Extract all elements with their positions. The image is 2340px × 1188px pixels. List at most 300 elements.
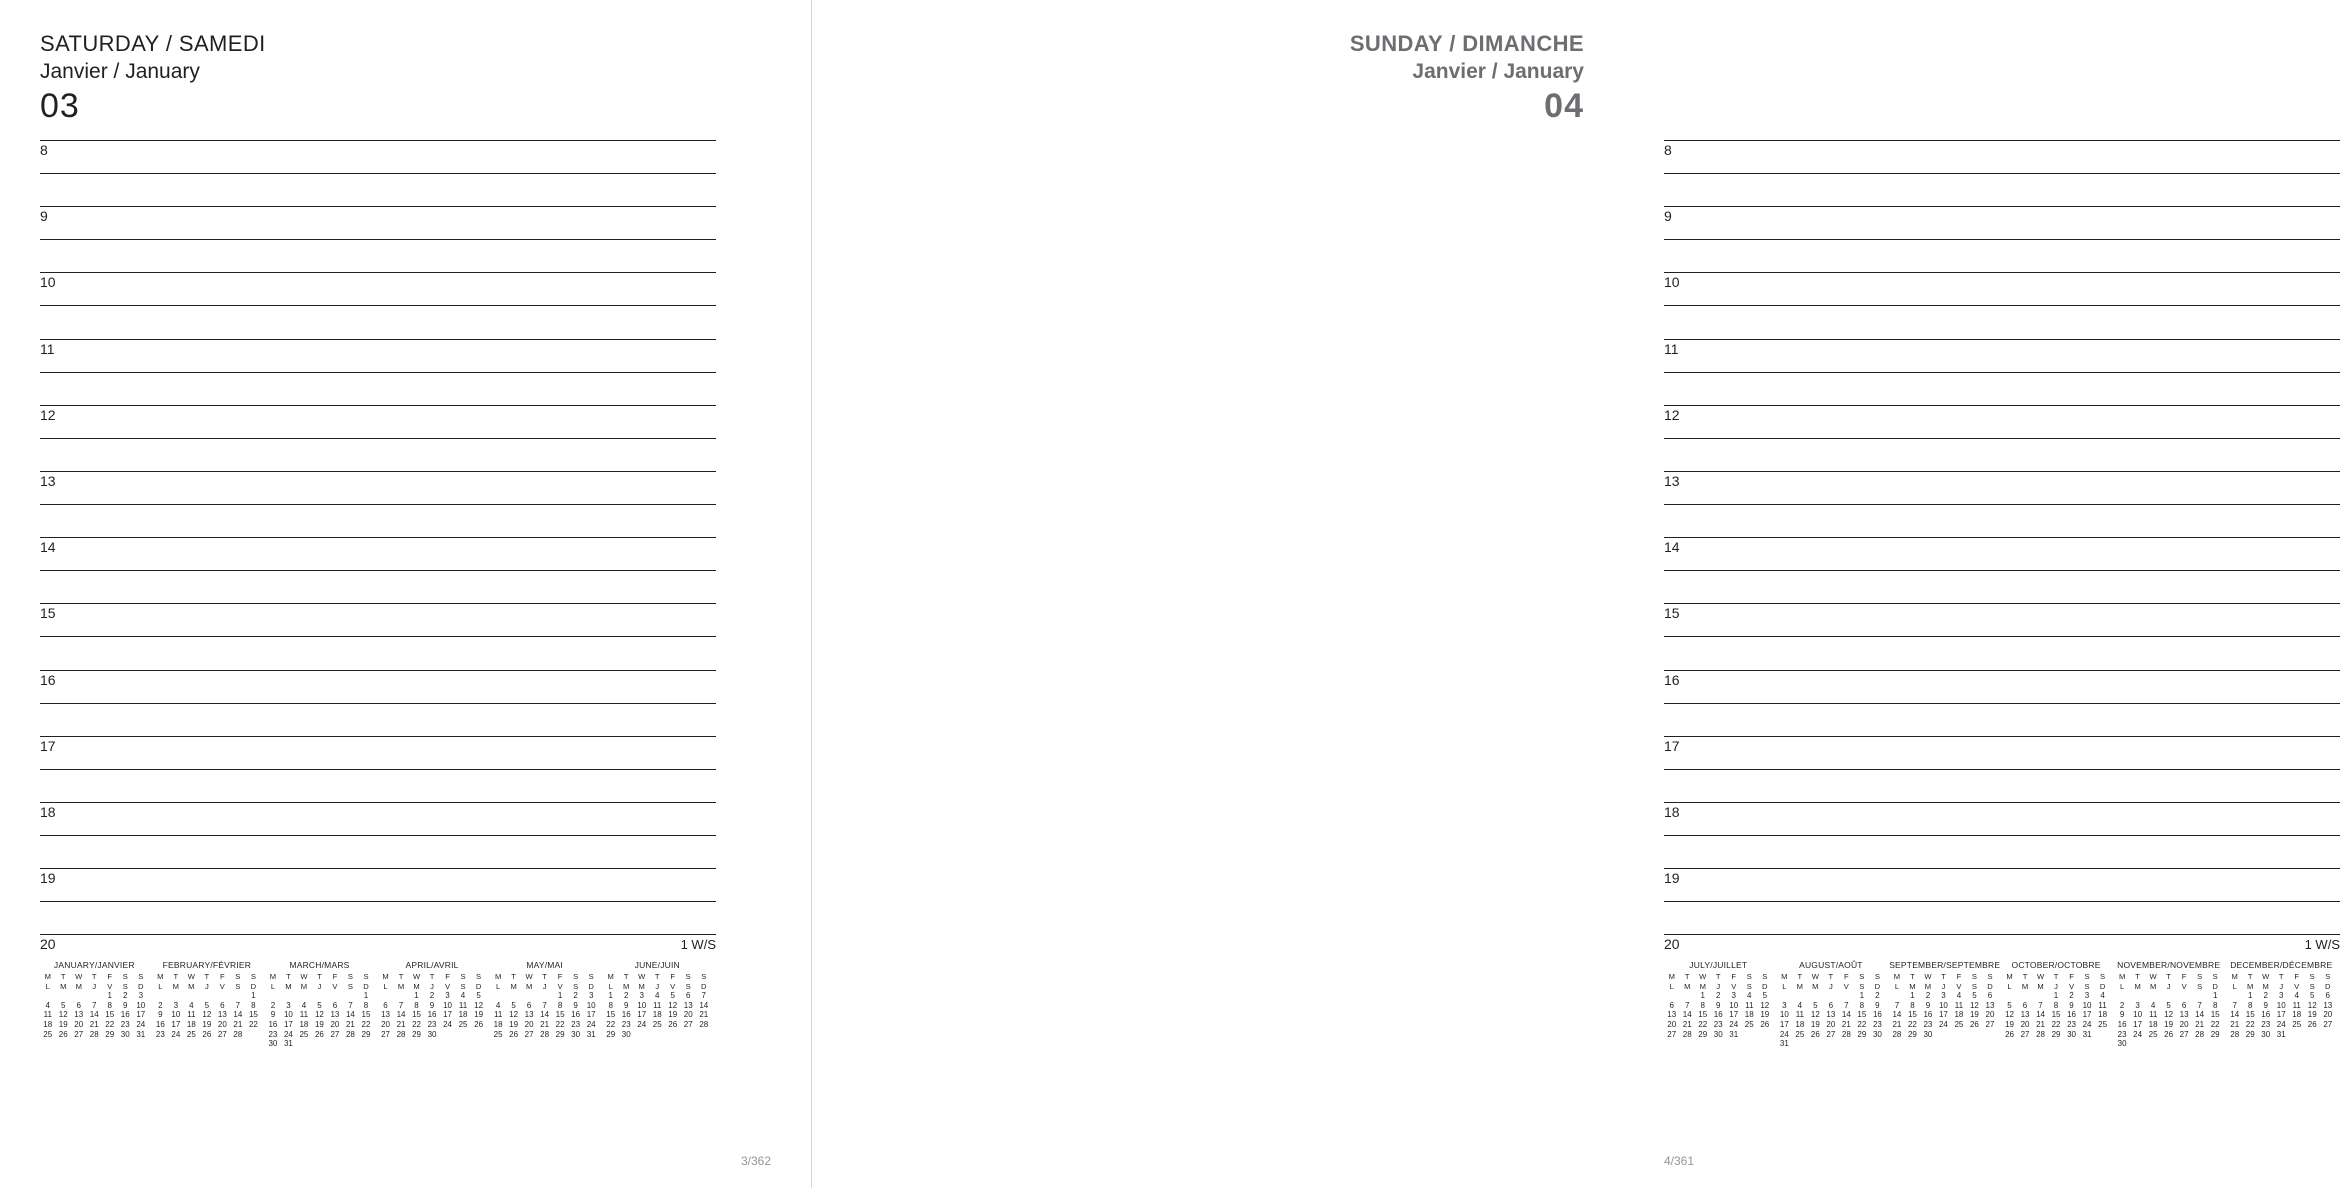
mini-calendar-day [2114, 991, 2130, 1001]
mini-calendar [40, 960, 153, 1049]
hour-rule [40, 206, 716, 207]
hour-block[interactable] [1664, 272, 2340, 338]
mini-calendar-title: OCTOBER/OCTOBRE [2011, 960, 2101, 970]
mini-calendar [2227, 960, 2340, 1049]
mini-calendar-day: 14 [540, 1010, 550, 1020]
mini-calendar-day: 25 [1795, 1029, 1805, 1039]
mini-calendar-day: 14 [2230, 1010, 2240, 1020]
mini-calendar-title: SEPTEMBER/SEPTEMBRE [1889, 960, 2001, 970]
mini-calendar-day: 29 [1857, 1029, 1867, 1039]
mini-calendar-day: 30 [120, 1029, 130, 1039]
weekday-header-cell: T [60, 972, 66, 982]
mini-calendar-day: 14 [1841, 1010, 1851, 1020]
mini-calendar-day: 16 [571, 1010, 581, 1020]
hour-rule [40, 405, 716, 406]
mini-calendar-day: 2 [158, 1000, 163, 1010]
weekday-header-row [490, 982, 599, 992]
half-hour-rule [1664, 703, 2340, 704]
hour-label: 10 [1664, 274, 1684, 290]
hour-block[interactable] [40, 736, 716, 802]
weekday-header-cell: F [1956, 972, 1962, 982]
mini-calendar-day: 20 [683, 1010, 693, 1020]
mini-calendar-day: 7 [2197, 1000, 2202, 1010]
mini-calendar-week-row [603, 1001, 712, 1011]
mini-calendar-day: 17 [586, 1010, 596, 1020]
mini-calendar-day: 4 [2294, 991, 2299, 1001]
hour-label: 11 [40, 341, 59, 357]
mini-calendar-day: 30 [268, 1039, 278, 1049]
mini-calendar-day: 20 [330, 1020, 340, 1030]
mini-calendar-day: 4 [1956, 991, 1962, 1001]
mini-calendar-day: 1 [1859, 991, 1865, 1001]
mini-calendar-day [1664, 991, 1680, 1001]
mini-calendar-day: 5 [1762, 991, 1768, 1001]
mini-calendar-day: 12 [314, 1010, 324, 1020]
hour-grid-right[interactable] [1664, 140, 2340, 964]
mini-calendar-day: 9 [123, 1000, 128, 1010]
weekday-header-row [153, 972, 262, 982]
weekday-header-cell: M [285, 981, 292, 991]
mini-calendar-day [2192, 991, 2208, 1001]
mini-calendar-day: 21 [2230, 1020, 2240, 1030]
half-hour-rule [1664, 239, 2340, 240]
weekday-header-cell: T [2022, 972, 2028, 982]
mini-calendar-day: 1 [2247, 991, 2253, 1001]
mini-calendar-day: 12 [2005, 1010, 2014, 1020]
mini-calendar-day: 29 [1698, 1029, 1708, 1039]
mini-calendar-day [1742, 1030, 1758, 1040]
mini-calendar-week-row [2002, 991, 2111, 1001]
hour-block[interactable] [1664, 405, 2340, 471]
mini-calendar-day: 28 [2036, 1029, 2045, 1039]
mini-calendar-day: 31 [283, 1039, 293, 1049]
mini-calendar-week-row [40, 1020, 149, 1030]
mini-calendar-day: 16 [2117, 1020, 2127, 1030]
mini-calendar-day: 17 [443, 1010, 452, 1020]
hour-rule [1664, 272, 2340, 273]
mini-calendar-day: 13 [74, 1010, 84, 1020]
hour-block[interactable] [40, 471, 716, 537]
mini-calendar-day: 21 [396, 1020, 406, 1030]
mini-calendar-day: 29 [1907, 1029, 1917, 1039]
mini-calendar-day: 16 [1713, 1010, 1723, 1020]
mini-calendar-day: 11 [299, 1010, 309, 1020]
weekday-header-row [1777, 982, 1886, 992]
day-name: SATURDAY / SAMEDI [40, 31, 266, 56]
weekday-header-cell: D [138, 981, 144, 991]
hour-block[interactable] [1664, 471, 2340, 537]
mini-calendar-day [1808, 1039, 1824, 1049]
mini-calendar-day: 19 [668, 1010, 678, 1020]
weekday-header-cell: J [317, 981, 322, 991]
hour-label: 11 [1664, 341, 1683, 357]
mini-calendar-day [153, 991, 169, 1001]
mini-calendar-day: 2 [573, 991, 578, 1001]
mini-calendar-day [537, 991, 553, 1001]
mini-calendar-day [1680, 991, 1696, 1001]
mini-calendar-day: 5 [2007, 1000, 2012, 1010]
mini-calendar-day [2161, 1039, 2177, 1049]
mini-calendar-day: 24 [443, 1020, 452, 1030]
mini-calendar-day [246, 1030, 262, 1040]
mini-calendar-day: 1 [2212, 991, 2218, 1001]
hour-block[interactable] [1664, 206, 2340, 272]
weekday-header-cell: S [588, 972, 594, 982]
mini-calendar-day: 17 [2082, 1010, 2092, 1020]
mini-calendar-day: 12 [474, 1000, 484, 1010]
mini-calendar-day: 4 [2100, 991, 2105, 1001]
hour-rule [1664, 868, 2340, 869]
mini-calendar-day [1792, 991, 1808, 1001]
mini-calendar-day: 20 [2179, 1020, 2189, 1030]
hour-block[interactable] [1664, 339, 2340, 405]
mini-calendar-day: 13 [330, 1010, 340, 1020]
mini-calendar-day: 18 [1744, 1010, 1754, 1020]
mini-calendar-day: 29 [2245, 1029, 2255, 1039]
mini-calendar-day: 11 [653, 1000, 662, 1010]
mini-calendar-day: 2 [2119, 1000, 2125, 1010]
mini-calendar-day: 15 [1907, 1010, 1917, 1020]
mini-calendar-day: 19 [58, 1020, 68, 1030]
mini-calendar-day: 16 [2261, 1010, 2271, 1020]
mini-calendar-day: 18 [2292, 1010, 2302, 1020]
mini-calendar-day: 3 [445, 991, 450, 1001]
weekday-header-cell: J [1716, 981, 1721, 991]
mini-calendar-day: 2 [2263, 991, 2268, 1001]
mini-calendar-day: 5 [61, 1000, 66, 1010]
weekday-header-cell: J [2054, 981, 2058, 991]
mini-calendar-day: 30 [427, 1029, 437, 1039]
weekday-header-cell: V [444, 981, 451, 991]
mini-calendar-day: 1 [251, 991, 256, 1001]
mini-calendar-day [649, 1030, 665, 1040]
mini-calendar-week-row [2114, 1039, 2223, 1049]
mini-calendar-day [2161, 991, 2177, 1001]
mini-calendar-day: 10 [283, 1010, 293, 1020]
hour-label: 13 [1664, 473, 1684, 489]
mini-calendar-day: 2 [1925, 991, 1931, 1001]
hour-block[interactable] [40, 603, 716, 669]
mini-calendar-day: 17 [2133, 1020, 2143, 1030]
mini-calendar-day: 18 [43, 1020, 53, 1030]
hour-rule [1664, 934, 2340, 935]
mini-calendar-day: 19 [2005, 1020, 2014, 1030]
mini-calendar [1777, 960, 1890, 1049]
mini-calendar-day: 4 [189, 1000, 194, 1010]
mini-calendar-day: 24 [136, 1020, 146, 1030]
hour-block[interactable] [40, 670, 716, 736]
page-right [812, 0, 2340, 1188]
mini-calendar-day [358, 1039, 374, 1049]
hour-block[interactable] [1664, 868, 2340, 934]
mini-calendar-day: 28 [1892, 1029, 1902, 1039]
mini-calendar-day: 9 [573, 1000, 578, 1010]
half-hour-rule [1664, 504, 2340, 505]
day-name: SUNDAY / DIMANCHE [1349, 31, 1584, 56]
weekday-header-cell: M [2231, 972, 2238, 982]
half-hour-rule [40, 703, 716, 704]
mini-calendar-day: 28 [1841, 1029, 1851, 1039]
hour-block[interactable] [1664, 670, 2340, 736]
mini-calendar-week-row [2002, 1030, 2111, 1040]
hour-block[interactable] [1664, 802, 2340, 868]
weekday-header-cell: L [270, 981, 276, 991]
mini-calendar-day: 19 [509, 1020, 519, 1030]
weekday-header-cell: M [1909, 981, 1916, 991]
mini-calendars-left [40, 960, 716, 1049]
weekday-header-cell: F [2294, 972, 2300, 982]
weekday-header-cell: D [2212, 981, 2218, 991]
mini-calendar-week-row [490, 1020, 599, 1030]
hour-grid-left[interactable] [40, 140, 716, 964]
mini-calendar-day: 31 [2276, 1029, 2286, 1039]
mini-calendar-week-row [1889, 991, 1998, 1001]
mini-calendar-day: 27 [74, 1029, 84, 1039]
month-label: Janvier / January [1412, 60, 1584, 83]
weekday-header-cell: W [75, 972, 83, 982]
mini-calendar-title: DECEMBER/DÉCEMBRE [2230, 960, 2333, 970]
mini-calendar-day: 25 [1954, 1020, 1964, 1030]
weekday-header-cell: T [317, 972, 322, 982]
weekday-header-cell: L [608, 981, 613, 991]
mini-calendar-week-row [378, 991, 487, 1001]
mini-calendar-day: 11 [2292, 1000, 2301, 1010]
mini-calendar-day: 12 [668, 1000, 678, 1010]
mini-calendar-day: 18 [299, 1020, 309, 1030]
mini-calendar-day: 4 [1747, 991, 1752, 1001]
hour-block[interactable] [40, 339, 716, 405]
mini-calendar [2002, 960, 2115, 1049]
hour-block[interactable] [40, 140, 716, 206]
mini-calendar-day: 1 [414, 991, 419, 1001]
mini-calendar-week-row [378, 1020, 487, 1030]
mini-calendar-day: 23 [1713, 1020, 1723, 1030]
mini-calendar-day [680, 1030, 696, 1040]
mini-calendar-day: 9 [2069, 1000, 2074, 1010]
mini-calendar-day: 25 [2098, 1020, 2108, 1030]
weekday-header-cell: J [92, 981, 97, 991]
weekday-header-cell: S [685, 981, 691, 991]
mini-calendar-week-row [265, 1039, 374, 1049]
weekday-header-row [378, 982, 487, 992]
weekday-header-cell: T [1684, 972, 1690, 982]
weekday-header-row [603, 982, 712, 992]
mini-calendar-day [1982, 1030, 1998, 1040]
weekday-header-cell: T [91, 972, 97, 982]
mini-calendar-title: JANUARY/JANVIER [53, 960, 135, 970]
mini-calendar-day: 8 [363, 1000, 369, 1010]
weekday-header-cell: M [2262, 981, 2269, 991]
weekday-header-row [490, 972, 599, 982]
weekday-header-cell: L [496, 981, 501, 991]
mini-calendar-day: 1 [363, 991, 369, 1001]
mini-calendar-day: 23 [2261, 1020, 2271, 1030]
mini-calendar-day: 16 [1872, 1010, 1882, 1020]
hour-block[interactable] [40, 206, 716, 272]
mini-calendar-day: 7 [398, 1000, 404, 1010]
mini-calendar-day: 7 [235, 1000, 241, 1010]
mini-calendar-day: 28 [2230, 1029, 2240, 1039]
hour-block[interactable] [40, 405, 716, 471]
hour-block[interactable] [1664, 537, 2340, 603]
weekday-header-cell: W [2149, 972, 2157, 982]
mini-calendar-title: APRIL/AVRIL [405, 960, 459, 970]
hour-label: 19 [40, 870, 60, 886]
mini-calendar-day [312, 991, 328, 1001]
mini-calendar-day [2145, 991, 2161, 1001]
weekday-header-cell: S [347, 972, 353, 982]
mini-calendar-week-row [2227, 1020, 2336, 1030]
mini-calendar-day: 14 [699, 1000, 709, 1010]
weekday-header-cell: M [44, 972, 51, 982]
mini-calendar-week-row [2002, 1020, 2111, 1030]
mini-calendar-day: 18 [1954, 1010, 1964, 1020]
mini-calendar-day: 20 [381, 1020, 390, 1030]
mini-calendar-week-row [265, 1020, 374, 1030]
mini-calendar-day: 24 [1729, 1020, 1739, 1030]
weekday-header-cell: D [2325, 981, 2331, 991]
hour-label: 18 [1664, 804, 1684, 820]
hour-block[interactable] [40, 868, 716, 934]
mini-calendar-day: 4 [460, 991, 466, 1001]
mini-calendar-day: 18 [186, 1020, 196, 1030]
hour-block[interactable] [1664, 140, 2340, 206]
mini-calendar-day [265, 991, 281, 1001]
mini-calendar-day: 10 [443, 1000, 452, 1010]
mini-calendar-day: 25 [186, 1029, 196, 1039]
half-hour-rule [40, 769, 716, 770]
mini-calendar-day: 5 [2309, 991, 2315, 1001]
mini-calendar-day: 9 [1716, 1000, 1721, 1010]
mini-calendar-week-row [1889, 1010, 1998, 1020]
mini-calendar-day: 8 [107, 1000, 112, 1010]
mini-calendar-day: 23 [1923, 1020, 1933, 1030]
mini-calendar-day: 31 [2082, 1029, 2092, 1039]
weekday-header-cell: M [1893, 972, 1901, 982]
weekday-header-cell: S [1859, 981, 1865, 991]
hour-label: 18 [40, 804, 60, 820]
weekday-header-cell: S [1746, 981, 1752, 991]
weekday-header-cell: V [1956, 981, 1962, 991]
hour-rule [1664, 670, 2340, 671]
mini-calendar-day: 27 [2020, 1029, 2030, 1039]
mini-calendar-week-row [265, 1001, 374, 1011]
mini-calendar-day: 23 [1872, 1020, 1882, 1030]
mini-calendar-day: 26 [1810, 1029, 1820, 1039]
half-hour-rule [40, 438, 716, 439]
mini-calendar-day: 3 [286, 1000, 291, 1010]
weekday-header-cell: M [2134, 981, 2141, 991]
mini-calendar-day: 6 [220, 1000, 225, 1010]
hour-block[interactable] [1664, 603, 2340, 669]
mini-calendar-day: 22 [555, 1020, 565, 1030]
mini-calendar-day: 22 [606, 1020, 616, 1030]
hour-rule [40, 934, 716, 935]
mini-calendar-week-row [2114, 1010, 2223, 1020]
mini-calendar-day: 10 [2133, 1010, 2143, 1020]
mini-calendar-day: 16 [268, 1020, 278, 1030]
mini-calendar-week-row [603, 1010, 712, 1020]
mini-calendar-day [2289, 1030, 2305, 1040]
weekday-header-cell: S [2212, 972, 2218, 982]
mini-calendar-day: 6 [526, 1000, 532, 1010]
mini-calendar-day: 6 [2022, 1000, 2028, 1010]
hour-label: 9 [1664, 208, 1676, 224]
weekday-header-cell: T [173, 972, 179, 982]
mini-calendar-day: 6 [2181, 1000, 2187, 1010]
weekday-header-row [2114, 972, 2223, 982]
weekday-header-cell: M [1668, 972, 1675, 982]
hour-block[interactable] [40, 802, 716, 868]
hour-label: 9 [40, 208, 52, 224]
weekday-header-cell: D [363, 981, 369, 991]
hour-block[interactable] [40, 272, 716, 338]
weekday-header-row [2114, 982, 2223, 992]
mini-calendar-day: 15 [606, 1010, 616, 1020]
mini-calendar-week-row [1777, 1001, 1886, 1011]
weekday-header-cell: M [397, 981, 405, 991]
mini-calendar-day: 11 [43, 1010, 52, 1020]
mini-calendar-day: 2 [123, 991, 128, 1001]
mini-calendar-day: 23 [571, 1020, 581, 1030]
weekday-header-cell: T [1941, 972, 1946, 982]
mini-calendar-day [2192, 1039, 2208, 1049]
mini-calendar-day: 27 [330, 1029, 340, 1039]
mini-calendar-day: 4 [2150, 1000, 2156, 1010]
mini-calendar-day: 29 [2051, 1029, 2061, 1039]
half-hour-rule [1664, 636, 2340, 637]
hour-block[interactable] [40, 537, 716, 603]
weekday-header-cell: F [332, 972, 338, 982]
weekday-header-cell: F [445, 972, 450, 982]
weekday-header-cell: S [701, 972, 707, 982]
page-folio: 3/362 [740, 1154, 771, 1168]
mini-calendar-day: 18 [493, 1020, 503, 1030]
mini-calendar-day: 6 [1669, 1000, 1674, 1010]
weekday-header-cell: M [510, 981, 517, 991]
mini-calendar-day: 19 [1810, 1020, 1820, 1030]
mini-calendar-week-row [378, 1001, 487, 1011]
weekday-header-cell: M [2021, 981, 2029, 991]
mini-calendar-day: 8 [1700, 1000, 1705, 1010]
page-folio: 4/361 [1664, 1154, 1695, 1168]
mini-calendar-table [2002, 972, 2111, 1039]
mini-calendar-day: 23 [621, 1020, 631, 1030]
mini-calendar-day: 2 [1875, 991, 1880, 1001]
hour-rule [40, 339, 716, 340]
mini-calendar-week-row [40, 991, 149, 1001]
weekday-header-row [1664, 972, 1773, 982]
mini-calendar-day: 24 [2133, 1029, 2143, 1039]
weekday-header-cell: F [2069, 972, 2074, 982]
mini-calendar-day: 5 [511, 1000, 516, 1010]
mini-calendar-day: 4 [654, 991, 660, 1001]
mini-calendar-week-row [490, 1010, 599, 1020]
weekday-header-cell: M [1684, 981, 1691, 991]
mini-calendar-day: 3 [588, 991, 594, 1001]
hour-rule [40, 802, 716, 803]
mini-calendar-day: 19 [474, 1010, 484, 1020]
mini-calendar-day: 3 [138, 991, 144, 1001]
weekday-header-cell: M [1781, 972, 1788, 982]
weekday-header-row [1889, 982, 1998, 992]
mini-calendar-day: 20 [74, 1020, 84, 1030]
hour-block[interactable] [1664, 736, 2340, 802]
mini-calendar-day: 31 [1779, 1039, 1789, 1049]
mini-calendar-day: 6 [1987, 991, 1993, 1001]
mini-calendar-day: 16 [120, 1010, 130, 1020]
mini-calendar-day: 21 [2036, 1020, 2045, 1030]
